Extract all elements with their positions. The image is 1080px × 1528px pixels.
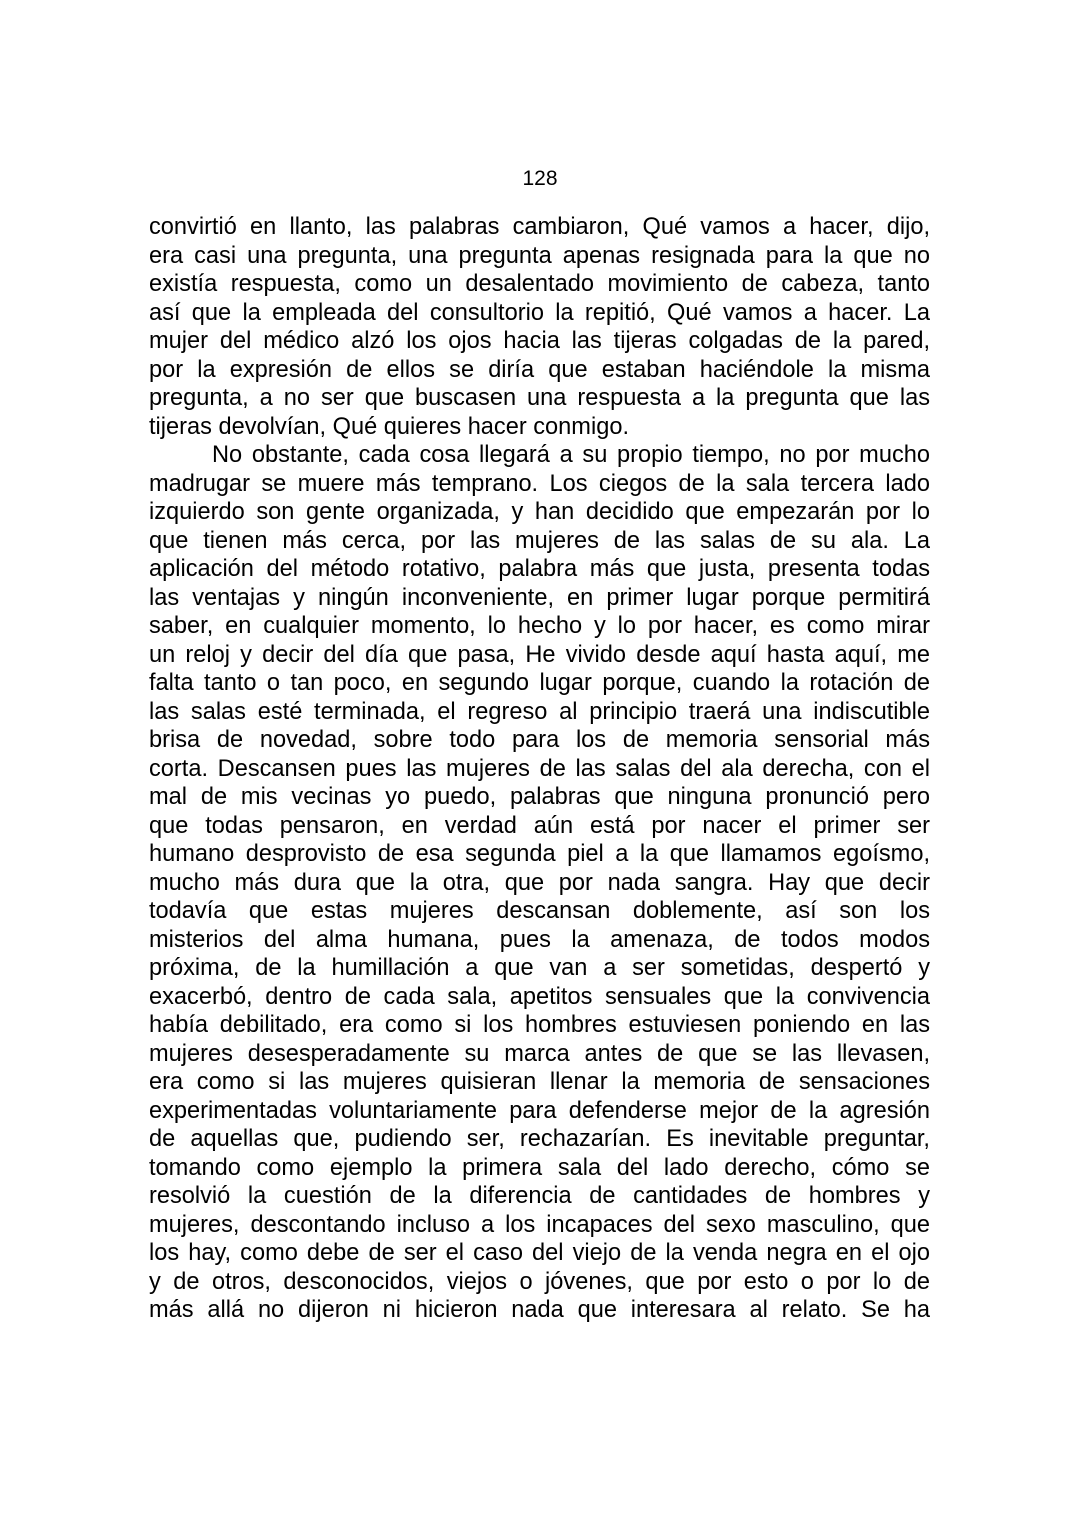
text-line: que tienen más cerca, por las mujeres de las salas de su ala. La xyxy=(149,527,930,554)
text-line: era como si las mujeres quisieran llenar la memoria de sensaciones xyxy=(149,1069,930,1095)
text-line: exacerbó, dentro de cada sala, apetitos sensuales que la convivencia xyxy=(149,983,930,1010)
text-line: las ventajas y ningún inconveniente, en primer lugar porque permitirá xyxy=(149,584,930,611)
text-line: que todas pensaron, en verdad aún está por nacer el primer ser xyxy=(149,812,930,839)
text-line: mucho más dura que la otra, que por nada sangra. Hay que decir xyxy=(149,869,930,896)
text-line: más allá no dijeron ni hicieron nada que interesara al relato. Se ha xyxy=(149,1297,930,1323)
text-line: de aquellas que, pudiendo ser, rechazarían. Es inevitable preguntar, xyxy=(149,1126,930,1152)
text-line: por la expresión de ellos se diría que estaban haciéndole la misma xyxy=(149,356,930,383)
text-line: había debilitado, era como si los hombres estuviesen poniendo en las xyxy=(149,1012,930,1038)
text-line: así que la empleada del consultorio la repitió, Qué vamos a hacer. La xyxy=(149,299,930,326)
text-line: experimentadas voluntariamente para defenderse mejor de la agresión xyxy=(149,1097,930,1124)
text-line: era casi una pregunta, una pregunta apenas resignada para la que no xyxy=(149,242,930,269)
text-line: y de otros, desconocidos, viejos o jóvenes, que por esto o por lo de xyxy=(149,1268,930,1295)
text-line: mujeres, descontando incluso a los incapaces del sexo masculino, que xyxy=(149,1211,930,1238)
page-number: 128 xyxy=(522,167,558,190)
text-line: tijeras devolvían, Qué quieres hacer conmigo. xyxy=(149,413,629,440)
text-line: mal de mis vecinas yo puedo, palabras que ninguna pronunció pero xyxy=(149,784,930,810)
text-line: convirtió en llanto, las palabras cambiaron, Qué vamos a hacer, dijo, xyxy=(149,214,930,240)
text-line: las salas esté terminada, el regreso al principio traerá una indiscutible xyxy=(149,698,930,725)
text-line: saber, en cualquier momento, lo hecho y lo por hacer, es como mirar xyxy=(149,613,930,639)
text-line: izquierdo son gente organizada, y han decidido que empezarán por lo xyxy=(149,499,930,525)
text-line: resolvió la cuestión de la diferencia de cantidades de hombres y xyxy=(149,1183,930,1209)
text-line: brisa de novedad, sobre todo para los de memoria sensorial más xyxy=(149,727,930,753)
text-line: corta. Descansen pues las mujeres de las salas del ala derecha, con el xyxy=(149,755,930,782)
text-line: mujer del médico alzó los ojos hacia las tijeras colgadas de la pared, xyxy=(149,328,930,354)
text-line: falta tanto o tan poco, en segundo lugar porque, cuando la rotación de xyxy=(149,670,930,696)
paragraph-start-line: No obstante, cada cosa llegará a su propio tiempo, no por mucho xyxy=(212,442,930,468)
text-line: aplicación del método rotativo, palabra más que justa, presenta todas xyxy=(149,556,930,582)
body-text xyxy=(149,213,930,1325)
text-line: existía respuesta, como un desalentado movimiento de cabeza, tanto xyxy=(149,271,930,297)
text-line: mujeres desesperadamente su marca antes de que se las llevasen, xyxy=(149,1040,930,1067)
text-line: pregunta, a no ser que buscasen una respuesta a la pregunta que las xyxy=(149,385,930,411)
text-line: madrugar se muere más temprano. Los ciegos de la sala tercera lado xyxy=(149,470,930,497)
text-line: los hay, como debe de ser el caso del viejo de la venda negra en el ojo xyxy=(149,1240,930,1266)
text-line: misterios del alma humana, pues la amenaza, de todos modos xyxy=(149,926,930,953)
text-line: un reloj y decir del día que pasa, He vivido desde aquí hasta aquí, me xyxy=(149,641,930,668)
text-line: próxima, de la humillación a que van a ser sometidas, despertó y xyxy=(149,955,930,981)
text-line: tomando como ejemplo la primera sala del lado derecho, cómo se xyxy=(149,1154,930,1181)
text-line: humano desprovisto de esa segunda piel a la que llamamos egoísmo, xyxy=(149,841,930,867)
text-line: todavía que estas mujeres descansan doblemente, así son los xyxy=(149,898,930,924)
